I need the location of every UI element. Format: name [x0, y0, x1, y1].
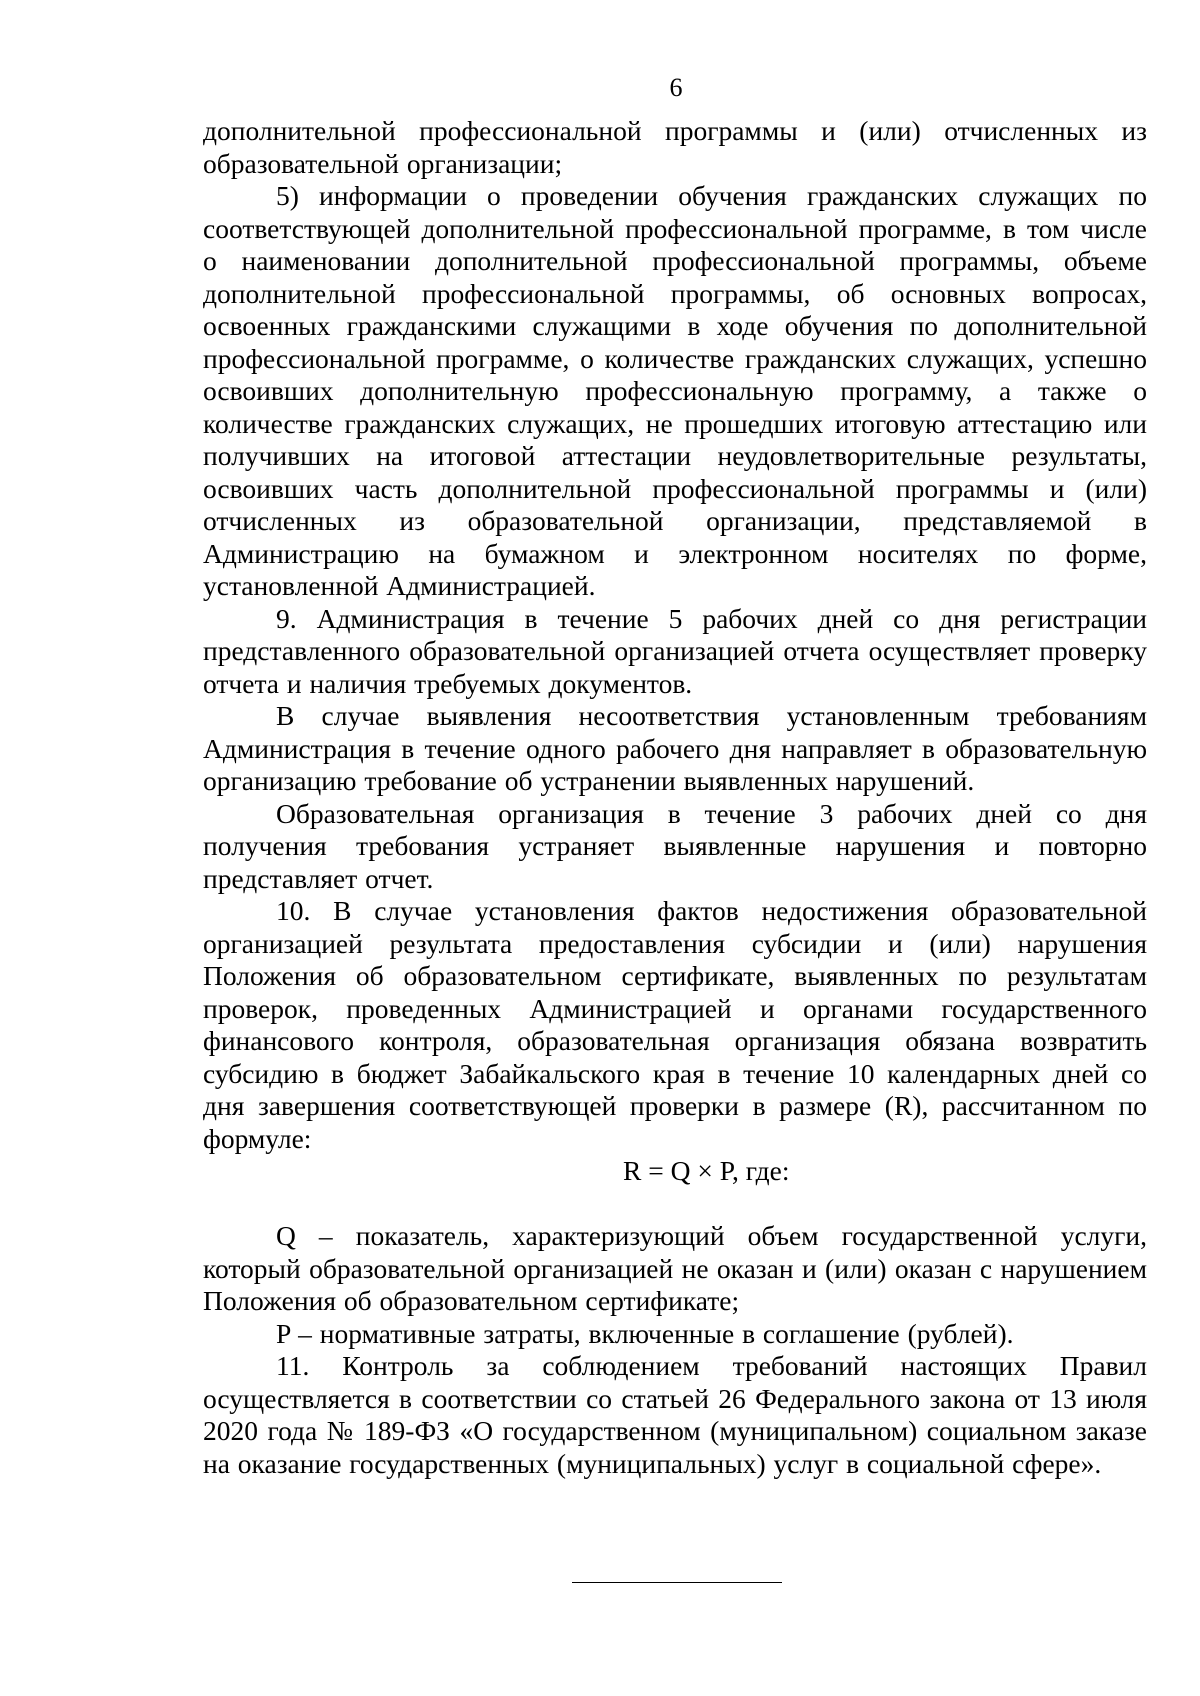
document-body: [203, 115, 1147, 1480]
refund-formula: R = Q × P, где:: [623, 1155, 790, 1186]
definition-p: P – нормативные затраты, включенные в соглашение (рублей).: [276, 1317, 1014, 1349]
paragraph-continuation: дополнительной профессиональной программы и (или) отчисленных из образовательной организации;: [203, 115, 1147, 179]
paragraph-clause-9: 9. Администрация в течение 5 рабочих дней со дня регистрации представленного образовательной организацией отчета осуществляет проверку отчета и наличия требуемых документов.: [203, 602, 1147, 699]
definition-q: Q – показатель, характеризующий объем государственной услуги, который образовательной организацией не оказан и (или) оказан с нарушением Положения об образовательном сертификате;: [203, 1220, 1147, 1316]
paragraph-item-5: 5) информации о проведении обучения гражданских служащих по соответствующей дополнительной профессиональной программе, в том числе о наименовании дополнительной профессиональной программы, объеме дополнительной профессиональной программы, об основных вопросах, освоенных гражданскими служащими в ходе обучения по дополнительной профессиональной программе, о количестве гражданских служащих, успешно освоивших дополнительную профессиональную программу, а также о количестве гражданских служащих, не прошедших итоговую аттестацию или получивших на итоговой аттестации неудовлетворительные результаты, освоивших часть дополнительной профессиональной программы и (или) отчисленных из образовательной организации, представляемой в Администрацию на бумажном и электронном носителях по форме, установленной Администрацией.: [203, 180, 1147, 601]
page-number: 6: [669, 73, 683, 102]
paragraph-clause-9-violations: В случае выявления несоответствия установленным требованиям Администрация в течение одного рабочего дня направляет в образовательную организацию требование об устранении выявленных нарушений.: [203, 700, 1147, 796]
paragraph-clause-9-resubmission: Образовательная организация в течение 3 рабочих дней со дня получения требования устраняет выявленные нарушения и повторно представляет отчет.: [203, 797, 1147, 894]
paragraph-clause-11: 11. Контроль за соблюдением требований настоящих Правил осуществляется в соответствии со статьей 26 Федерального закона от 13 июля 2020 года № 189-ФЗ «О государственном (муниципальном) социальном заказе на оказание государственных (муниципальных) услуг в социальной сфере».: [203, 1350, 1147, 1479]
paragraph-clause-10: 10. В случае установления фактов недостижения образовательной организацией результата предоставления субсидии и (или) нарушения Положения об образовательном сертификате, выявленных по результатам проверок, проведенных Администрацией и органами государственного финансового контроля, образовательная организация обязана возвратить субсидию в бюджет Забайкальского края в течение 10 календарных дней со дня завершения соответствующей проверки в размере (R), рассчитанном по формуле:: [203, 895, 1147, 1154]
end-of-document-rule: [572, 1582, 782, 1583]
